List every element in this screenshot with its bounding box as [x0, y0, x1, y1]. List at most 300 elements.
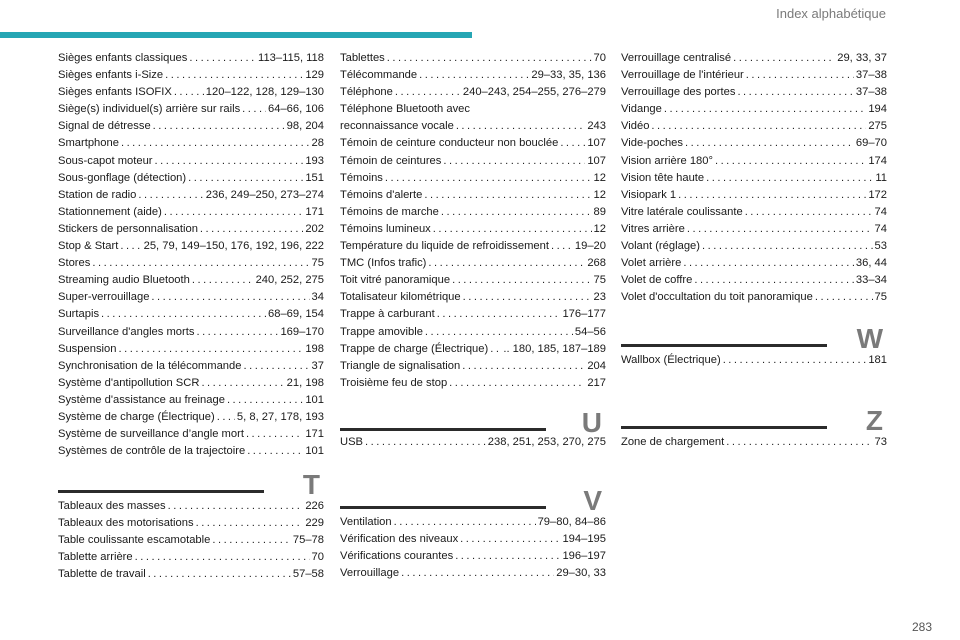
index-entry-pages: 172 [868, 188, 887, 201]
index-entry-label: Trappe amovible [340, 325, 423, 338]
index-entry [58, 118, 324, 135]
index-entry-pages: 236, 249–250, 273–274 [205, 188, 324, 201]
index-entry-pages: 101 [305, 445, 324, 458]
section-letter: U [581, 407, 602, 438]
dot-leader [425, 324, 573, 341]
dot-leader [92, 255, 309, 272]
index-entry [621, 50, 887, 67]
index-entry-pages: 202 [305, 222, 324, 235]
index-entry [58, 84, 324, 101]
index-entry [58, 515, 324, 532]
index-entry-label: Sièges enfants i-Size [58, 69, 164, 82]
dot-leader [463, 289, 592, 306]
index-entry [58, 426, 324, 443]
dot-leader [227, 392, 303, 409]
index-entry [340, 324, 606, 341]
index-entry-pages: 169–170 [280, 325, 324, 338]
index-entry-pages: 74 [874, 205, 887, 218]
dot-leader [192, 272, 254, 289]
index-entry-label: Volet arrière [621, 257, 682, 270]
index-entry-label: Témoins [340, 171, 383, 184]
index-entry-label: Surtapis [58, 308, 100, 321]
dot-leader [188, 170, 303, 187]
index-entry-pages: 75 [311, 257, 324, 270]
index-entry-label: Volet de coffre [621, 274, 693, 287]
dot-leader [135, 549, 310, 566]
index-entry [621, 352, 887, 369]
page-number: 283 [911, 620, 932, 634]
index-entry [58, 67, 324, 84]
dot-leader [449, 375, 585, 392]
index-entry-label: Téléphone [340, 86, 393, 99]
index-entry-pages: 194–195 [562, 533, 606, 546]
index-entry-label: Tablettes [340, 52, 385, 64]
dot-leader [217, 409, 235, 426]
index-entry [340, 434, 606, 451]
index-column-1 [58, 50, 324, 460]
index-entry-label: Super-verrouillage [58, 291, 150, 304]
index-entry-label: Stores [58, 257, 91, 270]
dot-leader [168, 498, 304, 515]
dot-leader [456, 118, 586, 135]
index-entry-pages: 79–80, 84–86 [537, 516, 606, 528]
index-entry [58, 566, 324, 583]
index-entry [58, 341, 324, 358]
index-entry-label: Température du liquide de refroidissement [340, 240, 549, 253]
index-entry [58, 187, 324, 204]
index-entry [340, 238, 606, 255]
index-entry-label: Témoins d'alerte [340, 188, 423, 201]
dot-leader [702, 238, 873, 255]
index-entry [58, 101, 324, 118]
index-entry-label: Verrouillage des portes [621, 86, 736, 99]
dot-leader [678, 187, 866, 204]
index-entry-pages: 176–177 [562, 308, 606, 321]
dot-leader [196, 324, 278, 341]
index-entry-pages: 243 [587, 120, 606, 133]
index-entry-pages: 113–115, 118 [258, 52, 324, 64]
index-entry-label: Vérification des niveaux [340, 533, 459, 546]
dot-leader [153, 118, 285, 135]
index-entry-pages: 238, 251, 253, 270, 275 [487, 436, 606, 448]
index-entry-pages: 129 [305, 69, 324, 82]
index-entry-pages: 12 [593, 188, 606, 201]
index-entry-pages: 74 [874, 222, 887, 235]
index-entry-label: Volant (réglage) [621, 240, 700, 253]
index-entry [58, 50, 324, 67]
dot-leader [424, 187, 591, 204]
index-entry-label: Toit vitré panoramique [340, 274, 451, 287]
index-entry [340, 341, 606, 358]
index-entry-label: Trappe de charge (Électrique) [340, 342, 489, 355]
index-entry-label: Verrouillage centralisé [621, 52, 732, 64]
index-entry-pages: 28 [311, 137, 324, 150]
index-entry-pages: 73 [874, 436, 887, 448]
index-section-u-entries [340, 434, 606, 451]
index-column-3 [621, 50, 887, 306]
dot-leader [715, 153, 866, 170]
dot-leader [174, 84, 204, 101]
dot-leader [196, 515, 304, 532]
section-rule [340, 506, 546, 509]
index-entry-label: Stickers de personnalisation [58, 222, 198, 235]
index-entry [340, 67, 606, 84]
index-entry [621, 101, 887, 118]
index-entry-pages: 69–70 [855, 137, 887, 150]
dot-leader [455, 548, 560, 565]
dot-leader [433, 221, 592, 238]
index-entry-pages: 196–197 [562, 550, 606, 563]
dot-leader [443, 153, 585, 170]
index-entry-label: Stationnement (aide) [58, 205, 162, 218]
index-entry [621, 434, 887, 451]
index-entry-label: Témoin de ceintures [340, 154, 442, 167]
dot-leader [462, 358, 585, 375]
dot-leader [365, 434, 486, 451]
index-entry-pages: 193 [305, 154, 324, 167]
index-entry-label: Surveillance d'angles morts [58, 325, 195, 338]
dot-leader [165, 67, 303, 84]
index-entry [340, 50, 606, 67]
index-entry-pages: 101 [305, 393, 324, 406]
section-rule [621, 344, 827, 347]
index-entry [621, 255, 887, 272]
index-entry-label: Sous-gonflage (détection) [58, 171, 187, 184]
index-entry [58, 289, 324, 306]
dot-leader [247, 443, 303, 460]
index-entry [621, 67, 887, 84]
section-letter: V [583, 485, 602, 516]
index-entry-label: Verrouillage [340, 567, 400, 580]
index-entry-label: Vision arrière 180° [621, 154, 713, 167]
index-entry-pages: 70 [593, 52, 606, 64]
index-entry [340, 118, 606, 135]
index-entry [621, 118, 887, 135]
index-entry-label: Tableaux des motorisations [58, 517, 194, 530]
dot-leader [164, 204, 303, 221]
index-entry-label: Tablette arrière [58, 551, 133, 564]
dot-leader [394, 514, 536, 531]
dot-leader [733, 50, 835, 67]
index-entry [340, 170, 606, 187]
index-entry-pages: 11 [875, 171, 887, 184]
index-entry [340, 306, 606, 323]
index-entry-label: Ventilation [340, 516, 392, 528]
index-section-w-entries [621, 352, 887, 369]
dot-leader [155, 153, 304, 170]
index-entry [621, 272, 887, 289]
index-entry-label: Totalisateur kilométrique [340, 291, 461, 304]
index-entry-pages: 151 [305, 171, 324, 184]
index-entry-label: Vide-poches [621, 137, 683, 150]
dot-leader [437, 306, 561, 323]
index-entry-label: TMC (Infos trafic) [340, 257, 427, 270]
index-entry [58, 221, 324, 238]
index-entry-label: Sièges enfants classiques [58, 52, 188, 64]
index-entry-label: Sous-capot moteur [58, 154, 153, 167]
index-entry-label: Siège(s) individuel(s) arrière sur rails [58, 103, 241, 116]
dot-leader [441, 204, 592, 221]
index-entry [621, 84, 887, 101]
index-entry-label: Zone de chargement [621, 436, 725, 448]
index-entry-label: Wallbox (Électrique) [621, 354, 721, 366]
index-entry-pages: 19–20 [574, 240, 606, 253]
index-entry-pages: 120–122, 128, 129–130 [205, 86, 324, 99]
index-entry-pages: 75–78 [292, 534, 324, 547]
section-letter: W [856, 323, 883, 354]
index-section-z-entries [621, 434, 887, 451]
dot-leader [242, 101, 266, 118]
dot-leader [200, 221, 303, 238]
index-entry [58, 443, 324, 460]
index-entry [340, 187, 606, 204]
index-entry-label: Stop & Start [58, 240, 119, 253]
index-entry [340, 101, 606, 118]
index-entry-label: Télécommande [340, 69, 418, 82]
index-entry-pages: 204 [587, 359, 606, 372]
dot-leader [460, 531, 560, 548]
index-entry [58, 549, 324, 566]
index-entry-pages: 198 [305, 342, 324, 355]
index-entry [58, 238, 324, 255]
index-entry-label: Visiopark 1 [621, 188, 677, 201]
header-accent-bar [0, 32, 472, 38]
dot-leader [385, 170, 592, 187]
dot-leader [726, 434, 872, 451]
index-entry [621, 170, 887, 187]
dot-leader [189, 50, 256, 67]
index-entry-label: Tableaux des masses [58, 500, 166, 512]
dot-leader [694, 272, 854, 289]
index-entry-pages: 240–243, 254–255, 276–279 [462, 86, 606, 99]
index-entry-label: Système de charge (Électrique) [58, 410, 215, 423]
index-entry-pages: 34 [311, 291, 324, 304]
dot-leader [118, 341, 303, 358]
index-section-v-entries [340, 514, 606, 582]
index-entry [58, 255, 324, 272]
index-entry [58, 498, 324, 515]
dot-leader [419, 67, 529, 84]
index-entry [340, 565, 606, 582]
index-entry-pages: 29, 33, 37 [837, 52, 887, 64]
index-entry-label: Synchronisation de la télécommande [58, 359, 242, 372]
dot-leader [138, 187, 203, 204]
index-entry [58, 170, 324, 187]
index-entry-pages: 107 [587, 137, 606, 150]
index-entry-label: Témoins de marche [340, 205, 439, 218]
index-entry-pages: 29–30, 33 [556, 567, 606, 580]
index-entry-label: Streaming audio Bluetooth [58, 274, 190, 287]
dot-leader [560, 135, 585, 152]
index-entry-pages: 171 [305, 205, 324, 218]
index-entry-pages: 98, 204 [286, 120, 324, 133]
index-entry-label: Troisième feu de stop [340, 376, 448, 389]
index-entry [58, 392, 324, 409]
index-entry-pages: 107 [587, 154, 606, 167]
dot-leader [745, 204, 873, 221]
dot-leader [452, 272, 591, 289]
index-entry-label: USB [340, 436, 364, 448]
index-entry [58, 358, 324, 375]
dot-leader [723, 352, 867, 369]
index-entry-label: Vérifications courantes [340, 550, 454, 563]
index-entry-label: Vidéo [621, 120, 650, 133]
dot-leader [664, 101, 866, 118]
index-entry-label: Volet d'occultation du toit panoramique [621, 291, 813, 304]
index-entry-pages: 174 [868, 154, 887, 167]
index-entry-label: Tablette de travail [58, 568, 146, 581]
index-entry-pages: .. 180, 185, 187–189 [503, 342, 606, 355]
index-entry [340, 204, 606, 221]
index-entry-label: Sièges enfants ISOFIX [58, 86, 172, 99]
dot-leader [120, 238, 141, 255]
index-entry-pages: 37–38 [855, 86, 887, 99]
index-entry-pages: 75 [593, 274, 606, 287]
index-entry-pages: 275 [868, 120, 887, 133]
index-entry-pages: 54–56 [574, 325, 606, 338]
index-entry [340, 272, 606, 289]
index-entry-pages: 33–34 [855, 274, 887, 287]
index-entry [340, 135, 606, 152]
dot-leader [148, 566, 291, 583]
index-entry-label: Station de radio [58, 188, 137, 201]
index-entry-pages: 194 [868, 103, 887, 116]
index-entry-label: Table coulissante escamotable [58, 534, 211, 547]
dot-leader [687, 221, 873, 238]
index-entry-label: Téléphone Bluetooth avec [340, 103, 470, 116]
dot-leader [387, 50, 592, 67]
index-entry [340, 375, 606, 392]
index-entry-label: Systèmes de contrôle de la trajectoire [58, 445, 246, 458]
index-entry-pages: 5, 8, 27, 178, 193 [236, 410, 324, 423]
index-entry [340, 84, 606, 101]
index-entry-pages: 89 [593, 205, 606, 218]
dot-leader [651, 118, 866, 135]
index-entry-label: Vision tête haute [621, 171, 705, 184]
index-entry [340, 153, 606, 170]
index-entry-pages: 29–33, 35, 136 [531, 69, 606, 82]
dot-leader [551, 238, 573, 255]
dot-leader [201, 375, 284, 392]
index-entry [58, 409, 324, 426]
index-entry-label: Vitres arrière [621, 222, 685, 235]
section-letter: T [302, 469, 320, 500]
index-entry [340, 255, 606, 272]
index-entry-pages: 23 [593, 291, 606, 304]
section-rule [621, 426, 827, 429]
index-entry-label: Système d'antipollution SCR [58, 376, 200, 389]
index-entry [621, 135, 887, 152]
index-entry-pages: 64–66, 106 [268, 103, 324, 116]
index-entry [340, 531, 606, 548]
index-entry-pages: 37–38 [855, 69, 887, 82]
dot-leader [401, 565, 554, 582]
index-entry-pages: 25, 79, 149–150, 176, 192, 196, 222 [143, 240, 324, 253]
index-entry-pages: 75 [874, 291, 887, 304]
dot-leader [815, 289, 873, 306]
index-entry [621, 153, 887, 170]
index-entry [58, 135, 324, 152]
index-entry-pages: 57–58 [292, 568, 324, 581]
section-letter: Z [865, 405, 883, 436]
index-entry-pages: 37 [311, 359, 324, 372]
index-entry [621, 289, 887, 306]
dot-leader [685, 135, 854, 152]
section-rule [58, 490, 264, 493]
index-entry [58, 532, 324, 549]
index-entry [621, 221, 887, 238]
index-entry-pages: 21, 198 [286, 376, 324, 389]
index-entry-pages: 240, 252, 275 [255, 274, 324, 287]
index-entry [58, 153, 324, 170]
index-entry [58, 324, 324, 341]
index-entry [58, 306, 324, 323]
index-entry-label: Verrouillage de l'intérieur [621, 69, 744, 82]
index-entry-label: Vidange [621, 103, 662, 116]
dot-leader [121, 135, 310, 152]
index-entry-label: Trappe à carburant [340, 308, 435, 321]
index-entry-label: Triangle de signalisation [340, 359, 461, 372]
dot-leader [706, 170, 873, 187]
index-entry-label: Témoins lumineux [340, 222, 431, 235]
index-entry [340, 289, 606, 306]
index-entry-pages: 36, 44 [855, 257, 887, 270]
dot-leader [243, 358, 309, 375]
index-entry-pages: 12 [593, 171, 606, 184]
index-entry [58, 375, 324, 392]
index-entry-pages: 226 [305, 500, 324, 512]
index-entry-pages: 68–69, 154 [268, 308, 324, 321]
section-rule [340, 428, 546, 431]
index-entry-label: Vitre latérale coulissante [621, 205, 743, 218]
index-entry-pages: 181 [868, 354, 887, 366]
index-entry [340, 358, 606, 375]
index-entry-pages: 70 [311, 551, 324, 564]
page-header-title: Index alphabétique [776, 6, 886, 21]
index-entry-pages: 229 [305, 517, 324, 530]
index-entry-pages: 217 [587, 376, 606, 389]
index-entry [621, 204, 887, 221]
dot-leader [395, 84, 461, 101]
dot-leader [683, 255, 854, 272]
dot-leader [490, 341, 501, 358]
index-column-2 [340, 50, 606, 392]
index-entry [340, 221, 606, 238]
index-entry-label: Signal de détresse [58, 120, 151, 133]
index-entry-label: reconnaissance vocale [340, 120, 454, 133]
index-entry [340, 548, 606, 565]
index-section-t-entries [58, 498, 324, 583]
index-entry [621, 238, 887, 255]
index-entry-label: Suspension [58, 342, 117, 355]
dot-leader [737, 84, 853, 101]
dot-leader [246, 426, 303, 443]
dot-leader [212, 532, 291, 549]
index-entry-pages: 53 [874, 240, 887, 253]
index-entry-label: Système de surveillance d’angle mort [58, 428, 244, 441]
index-entry [621, 187, 887, 204]
index-entry [58, 272, 324, 289]
dot-leader [101, 306, 266, 323]
dot-leader [746, 67, 854, 84]
index-entry-pages: 171 [305, 428, 324, 441]
dot-leader [151, 289, 309, 306]
index-entry-label: Système d'assistance au freinage [58, 393, 225, 406]
index-entry-pages: 268 [587, 257, 606, 270]
index-entry [340, 514, 606, 531]
index-entry-label: Témoin de ceinture conducteur non bouclée [340, 137, 559, 150]
index-entry-pages: 12 [593, 222, 606, 235]
